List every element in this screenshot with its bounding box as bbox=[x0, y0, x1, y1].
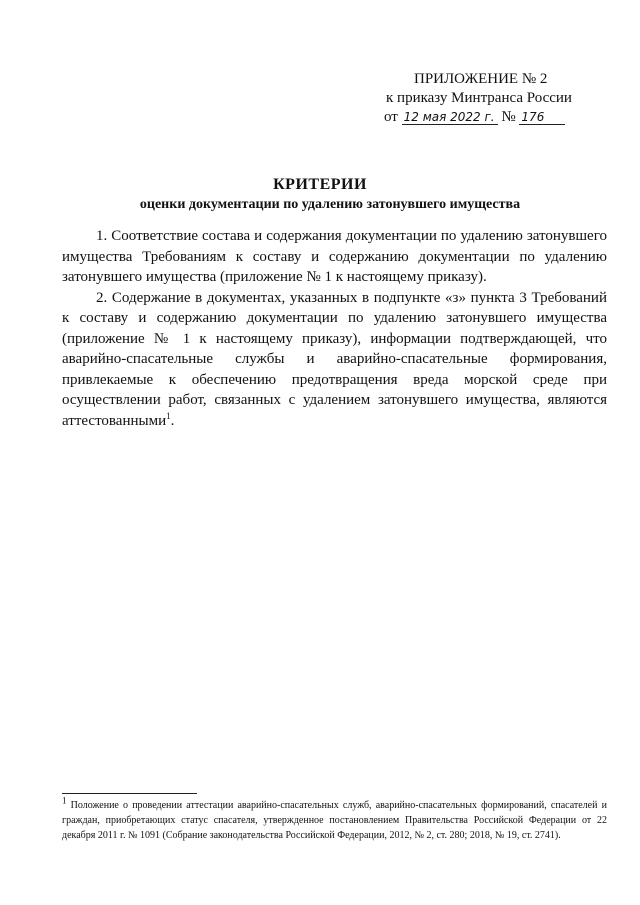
criterion-paragraph-1 bbox=[62, 226, 607, 288]
handwritten-number: 176 bbox=[519, 110, 565, 125]
date-label: от bbox=[384, 109, 398, 125]
footnote-mark: 1 bbox=[62, 795, 67, 806]
criteria-body bbox=[62, 226, 607, 431]
handwritten-date: 12 мая 2022 г. bbox=[402, 110, 498, 125]
criterion-text: 2. Содержание в документах, указанных в подпункте «з» пункта 3 Требований к составу и содержанию документации по удалению затонувшего имущества (приложение № 1 к настоящему приказу), информации подтверждающей, что аварийно-спасательные службы и аварийно-спасательные формирования, привлекаемые к обеспечению предотвращения вреда морской среде при осуществлении работ, связанных с удалением затонувшего имущества, являются аттестованными bbox=[62, 289, 607, 429]
document-heading bbox=[0, 175, 640, 215]
appendix-order-reference: к приказу Минтранса России bbox=[386, 90, 572, 106]
footnote bbox=[62, 795, 607, 843]
footnote-text: Положение о проведении аттестации аварийно-спасательных служб, аварийно-спасательных формирований, спасателей и граждан, приобретающих статус спасателя, утвержденное постановлением Правительства Российской Федерации от 22 декабря 2011 г. № 1091 (Собрание законодательства Российской Федерации, 2012, № 2, ст. 280; 2018, № 19, ст. 2741). bbox=[62, 800, 607, 841]
heading-title: КРИТЕРИИ bbox=[273, 176, 367, 193]
criterion-text: 1. Соответствие состава и содержания документации по удалению затонувшего имущества Требованиям к составу и содержанию документации по удалению затонувшего имущества (приложение № 1 к настоящему приказу). bbox=[62, 228, 607, 285]
heading-subtitle: оценки документации по удалению затонувшего имущества bbox=[139, 197, 521, 212]
footnote-separator bbox=[62, 793, 197, 794]
appendix-header bbox=[380, 70, 610, 127]
appendix-title: ПРИЛОЖЕНИЕ № 2 bbox=[414, 71, 548, 87]
appendix-date-line bbox=[380, 108, 610, 127]
criterion-paragraph-2 bbox=[62, 288, 607, 432]
number-label: № bbox=[501, 109, 516, 125]
footnote-reference[interactable]: 1 bbox=[166, 410, 171, 421]
criterion-end-punctuation: . bbox=[170, 412, 175, 429]
footnote-paragraph bbox=[62, 795, 607, 843]
